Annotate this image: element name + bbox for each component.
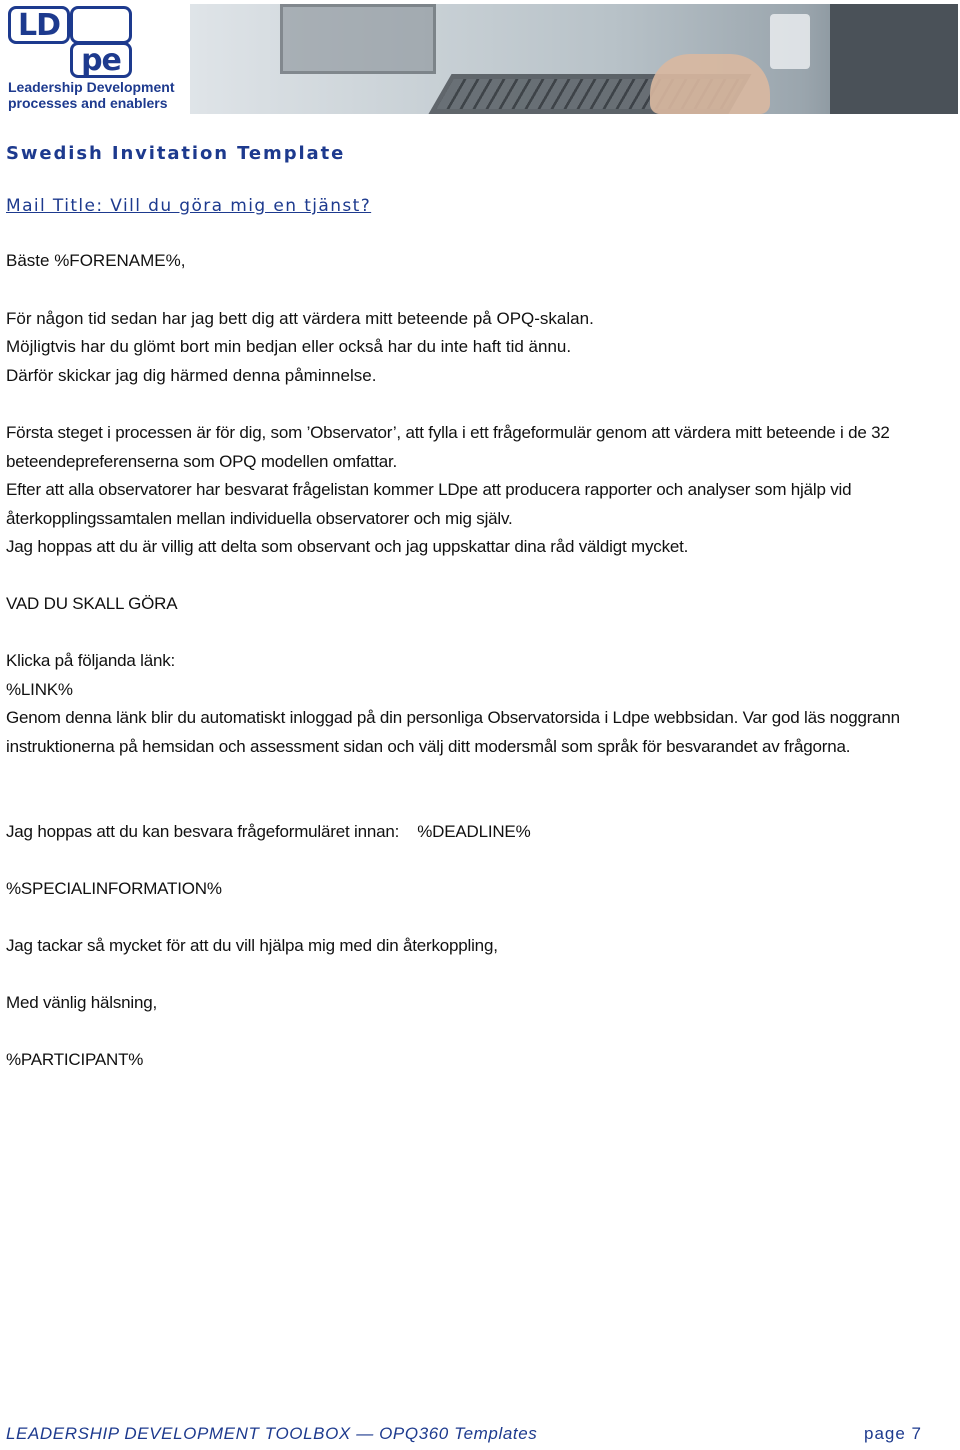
section-heading: VAD DU SKALL GÖRA [6, 594, 178, 613]
paragraph-2: Första steget i processen är för dig, som ’Observator’, att fylla i ett frågeformulär genom att värdera mitt beteende i de 32 beteendepreferenserna som OPQ modellen omfattar. [6, 423, 890, 471]
thanks-line: Jag tackar så mycket för att du vill hjälpa mig med din återkoppling, [6, 936, 498, 955]
mail-title[interactable]: Mail Title: Vill du göra mig en tjänst? [6, 196, 372, 216]
link-placeholder[interactable]: %LINK% [6, 680, 73, 699]
footer-title: LEADERSHIP DEVELOPMENT TOOLBOX — OPQ360 Templates [6, 1424, 538, 1443]
ldpe-logo [4, 2, 188, 114]
logo-tagline-2: processes and enablers [8, 95, 168, 111]
page-header [0, 0, 960, 118]
participant-signature: %PARTICIPANT% [6, 1050, 144, 1069]
greeting: Bäste %FORENAME%, [6, 251, 186, 270]
regards-line: Med vänlig hälsning, [6, 993, 157, 1012]
paragraph-3: Efter att alla observatorer har besvarat frågelistan kommer LDpe att producera rapporter och analyser som hjälp vid återkopplingssamtalen mellan individuella observatorer och mig själv. [6, 480, 852, 528]
suit-shape [830, 4, 958, 114]
logo-tagline-1: Leadership Development [8, 79, 175, 95]
page-footer [6, 1424, 922, 1444]
header-banner-photo [190, 4, 958, 114]
cup-shape [770, 14, 810, 69]
paragraph-1-line-2: Möjligtvis har du glömt bort min bedjan eller också har du inte haft tid ännu. [6, 337, 572, 356]
page-number: page 7 [864, 1424, 922, 1443]
paragraph-4: Jag hoppas att du är villig att delta som observant och jag uppskattar dina råd väldigt mycket. [6, 537, 689, 556]
logo-box-ld: LD [8, 6, 70, 44]
logo-box-pe: pe [70, 42, 132, 78]
document-title: Swedish Invitation Template [6, 143, 346, 164]
logo-box-empty [70, 6, 132, 44]
deadline-line: Jag hoppas att du kan besvara frågeformuläret innan: %DEADLINE% [6, 822, 531, 841]
click-instruction: Klicka på följanda länk: [6, 651, 176, 670]
special-information: %SPECIALINFORMATION% [6, 879, 222, 898]
paragraph-1-line-1: För någon tid sedan har jag bett dig att värdera mitt beteende på OPQ-skalan. [6, 309, 594, 328]
laptop-shape [280, 4, 436, 74]
paragraph-5: Genom denna länk blir du automatiskt inloggad på din personliga Observatorsida i Ldpe webbsidan. Var god läs noggrann instruktionerna på hemsidan och assessment sidan och välj ditt modersmål som språk för besvarandet av frågorna. [6, 708, 900, 756]
hand-shape [650, 54, 770, 114]
paragraph-1-line-3: Därför skickar jag dig härmed denna påminnelse. [6, 366, 377, 385]
